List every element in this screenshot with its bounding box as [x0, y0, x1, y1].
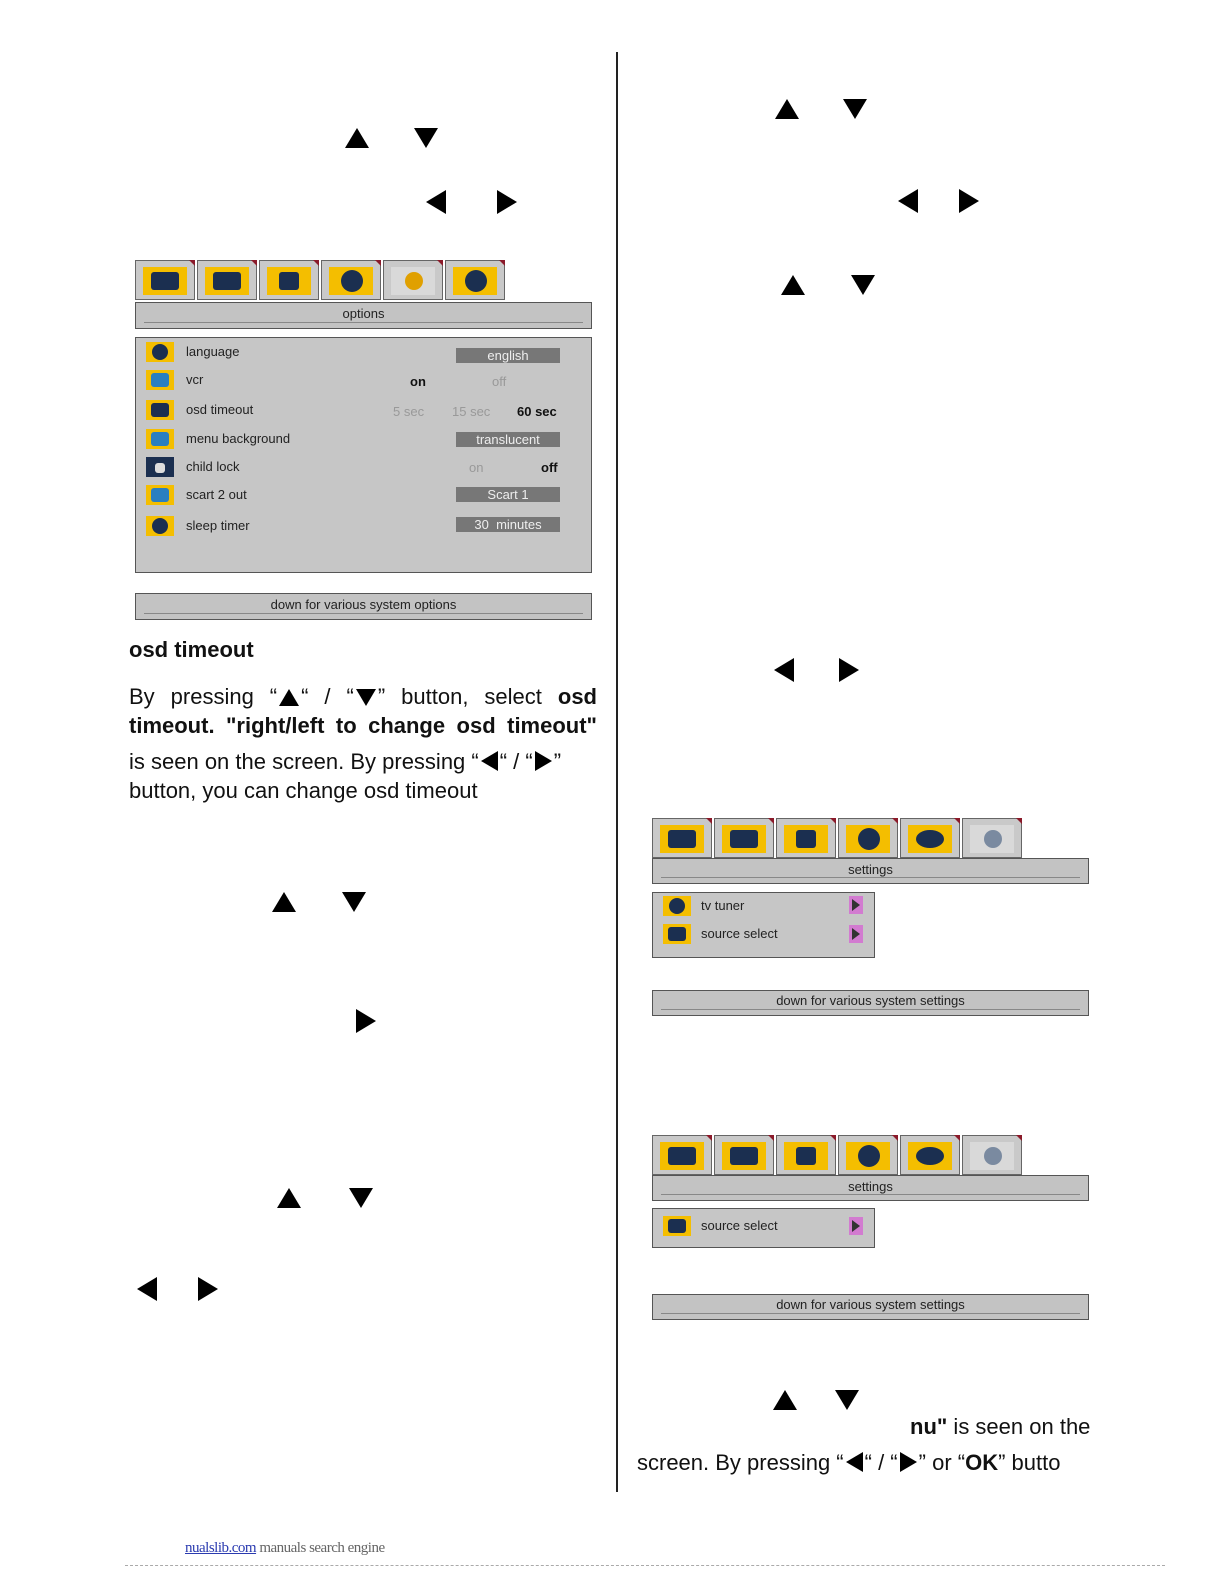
vcr-on[interactable]: on [410, 374, 426, 389]
osd-icon [146, 400, 174, 420]
down-arrow-icon [342, 892, 366, 912]
tab-screen-icon [197, 260, 257, 300]
language-value[interactable]: english [456, 348, 560, 363]
sleep-timer-value[interactable]: 30 minutes [456, 517, 560, 532]
scart-icon [146, 485, 174, 505]
tab-aspect-icon [776, 818, 836, 858]
child-lock-off[interactable]: off [541, 460, 558, 475]
osd-60sec[interactable]: 60 sec [517, 404, 557, 419]
vcr-icon [146, 370, 174, 390]
left-arrow-icon [898, 189, 918, 213]
options-title-bar [135, 302, 592, 329]
tab-sound-icon [838, 818, 898, 858]
tab-options-icon [962, 818, 1022, 858]
up-arrow-icon [277, 1188, 301, 1208]
right-arrow-icon [356, 1009, 376, 1033]
submenu-arrow-icon[interactable] [849, 896, 863, 914]
footer-link[interactable]: nualslib.com [185, 1540, 257, 1556]
left-arrow-icon [774, 658, 794, 682]
settings-footer-text-1: down for various system settings [776, 993, 965, 1008]
tab-settings-icon [900, 818, 960, 858]
right-arrow-icon [198, 1277, 218, 1301]
right-arrow-icon [839, 658, 859, 682]
tab-picture-icon [135, 260, 195, 300]
options-footer-text: down for various system options [270, 597, 457, 612]
left-arrow-icon [426, 190, 446, 214]
tab-options-icon [445, 260, 505, 300]
tab-options-icon [962, 1135, 1022, 1175]
submenu-arrow-icon[interactable] [849, 925, 863, 943]
settings-title-2: settings [848, 1179, 893, 1194]
right-arrow-icon [959, 189, 979, 213]
tab-settings-icon [900, 1135, 960, 1175]
down-arrow-icon [851, 275, 875, 295]
menu-background-value[interactable]: translucent [456, 432, 560, 447]
source-icon [663, 1216, 691, 1236]
down-arrow-icon [356, 689, 376, 706]
tab-features-icon [383, 260, 443, 300]
tab-sound-icon [838, 1135, 898, 1175]
column-divider [616, 52, 618, 1492]
right-arrow-icon [900, 1452, 917, 1472]
settings-footer-text-2: down for various system settings [776, 1297, 965, 1312]
settings-footer-bar-2 [652, 1294, 1089, 1320]
up-arrow-icon [345, 128, 369, 148]
clock-icon [146, 516, 174, 536]
osd-timeout-heading: osd timeout [129, 637, 254, 662]
down-arrow-icon [835, 1390, 859, 1410]
options-panel: language english vcr on off osd timeout 5 sec 15 sec 60 sec menu background translucent child lock on off scart 2 out Scart 1 sleep timer 30 minutes [135, 337, 592, 573]
osd-timeout-paragraph [129, 682, 597, 805]
submenu-arrow-icon[interactable] [849, 1217, 863, 1235]
options-footer-bar [135, 593, 592, 620]
source-icon [663, 924, 691, 944]
down-arrow-icon [843, 99, 867, 119]
footer-tagline: manuals search engine [259, 1540, 385, 1556]
settings-title-bar-1 [652, 858, 1089, 884]
left-arrow-icon [481, 751, 498, 771]
settings-title-1: settings [848, 862, 893, 877]
up-arrow-icon [279, 689, 299, 706]
tab-screen-icon [714, 1135, 774, 1175]
child-lock-on[interactable]: on [469, 460, 484, 475]
footer-rule [125, 1565, 1165, 1566]
osd-5sec[interactable]: 5 sec [393, 404, 425, 419]
osd-para-line2: is seen on the screen. By pressing “ “ / “ ” button, you can change osd timeout [129, 749, 562, 803]
osd-15sec[interactable]: 15 sec [452, 404, 491, 419]
up-arrow-icon [272, 892, 296, 912]
up-arrow-icon [775, 99, 799, 119]
tab-aspect-icon [776, 1135, 836, 1175]
up-arrow-icon [773, 1390, 797, 1410]
right-arrow-icon [535, 751, 552, 771]
page-footer [185, 1540, 385, 1557]
vcr-off[interactable]: off [492, 374, 507, 389]
settings-tabs-1 [652, 818, 1024, 858]
tab-screen-icon [714, 818, 774, 858]
left-arrow-icon [846, 1452, 863, 1472]
settings-title-bar-2 [652, 1175, 1089, 1201]
right-arrow-icon [497, 190, 517, 214]
tuner-icon [663, 896, 691, 916]
settings-panel-2: source select [652, 1208, 875, 1248]
background-icon [146, 429, 174, 449]
settings-panel-1: tv tuner source select [652, 892, 875, 958]
lock-icon [146, 457, 174, 477]
bottom-line-2: screen. By pressing “ “ / “ ” or “OK” butto [637, 1450, 1061, 1475]
settings-footer-bar-1 [652, 990, 1089, 1016]
settings-tabs-2 [652, 1135, 1024, 1175]
options-title: options [342, 306, 385, 321]
up-arrow-icon [781, 275, 805, 295]
left-arrow-icon [137, 1277, 157, 1301]
tab-aspect-icon [259, 260, 319, 300]
globe-icon [146, 342, 174, 362]
osd-para-line1: By pressing “ “ / “ ” button, select osd timeout. "right/left to change osd timeout" [129, 684, 597, 738]
scart-2-out-value[interactable]: Scart 1 [456, 487, 560, 502]
menu-tabs [135, 260, 507, 300]
down-arrow-icon [414, 128, 438, 148]
tab-picture-icon [652, 818, 712, 858]
bottom-line-1: nu" is seen on the [910, 1414, 1091, 1439]
down-arrow-icon [349, 1188, 373, 1208]
tab-sound-icon [321, 260, 381, 300]
tab-picture-icon [652, 1135, 712, 1175]
osd-bold-text: osd timeout. "right/left to change osd timeout" [129, 684, 597, 738]
